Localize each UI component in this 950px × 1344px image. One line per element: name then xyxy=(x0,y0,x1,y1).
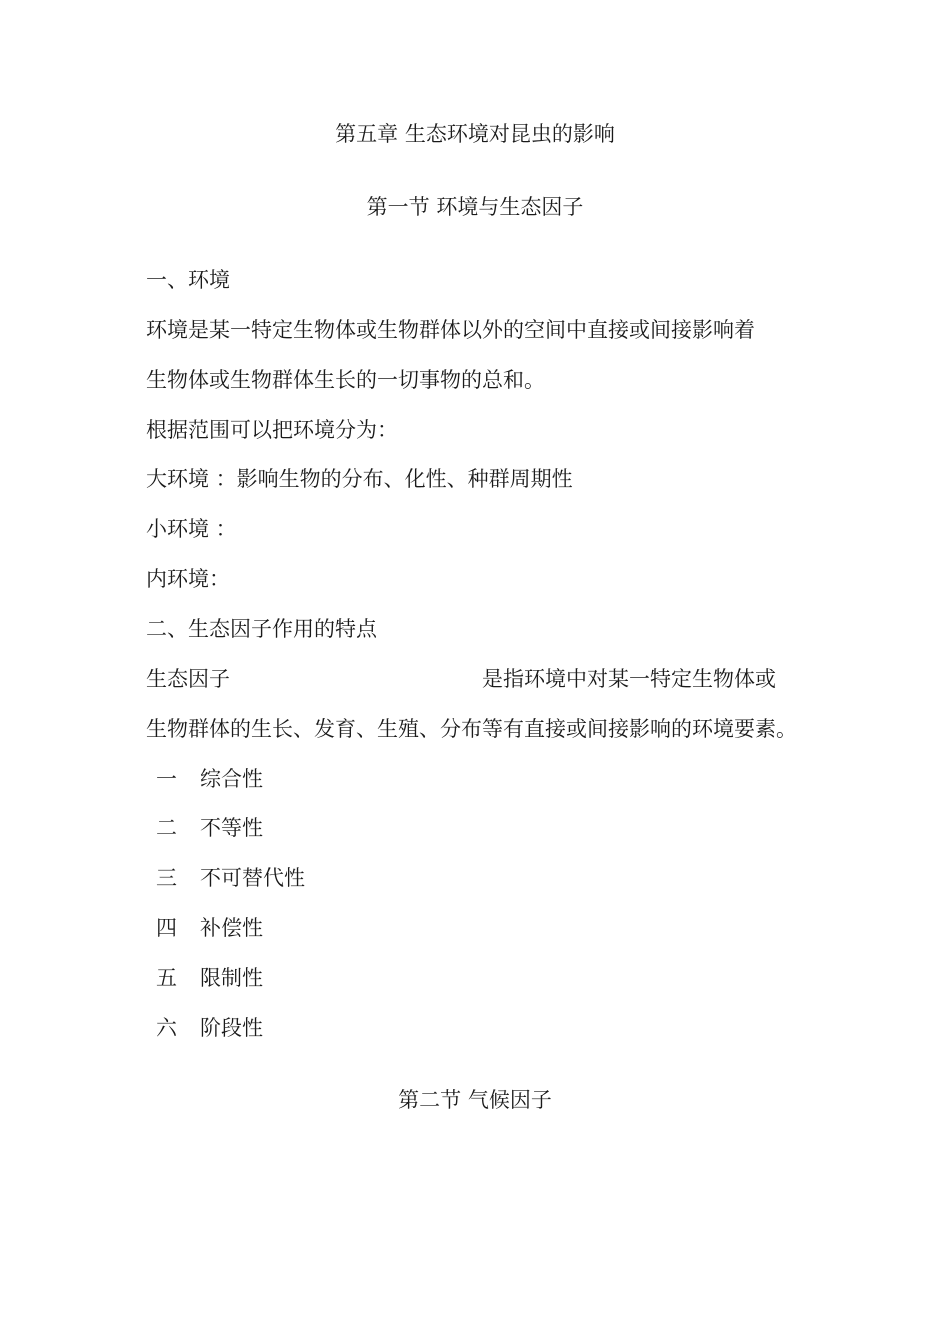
feature-number: 二 xyxy=(156,816,177,840)
chapter-title: 第五章 生态环境对昆虫的影响 xyxy=(335,122,615,146)
feature-item xyxy=(156,1014,263,1042)
feature-item xyxy=(156,765,263,793)
inner-environment: 内环境： xyxy=(146,567,230,591)
feature-label: 不等性 xyxy=(200,816,263,840)
classification-intro: 根据范围可以把环境分为： xyxy=(146,418,398,442)
feature-number: 五 xyxy=(156,966,177,990)
feature-label: 综合性 xyxy=(200,767,263,791)
feature-item xyxy=(156,814,263,842)
section-2-title: 第二节 气候因子 xyxy=(398,1088,552,1112)
feature-label: 不可替代性 xyxy=(200,866,305,890)
feature-label: 补偿性 xyxy=(200,916,263,940)
part-1-heading: 一、环境 xyxy=(146,268,230,292)
section-1-title: 第一节 环境与生态因子 xyxy=(366,195,584,219)
feature-label: 阶段性 xyxy=(200,1016,263,1040)
feature-number: 一 xyxy=(156,767,177,791)
environment-definition-line-1: 环境是某一特定生物体或生物群体以外的空间中直接或间接影响着 xyxy=(146,318,755,342)
ecological-factor-term: 生态因子 xyxy=(146,667,230,691)
micro-environment: 小环境 ： xyxy=(146,517,237,541)
ecological-factor-definition-tail: 是指环境中对某一特定生物体或 xyxy=(482,667,776,691)
feature-number: 六 xyxy=(156,1016,177,1040)
ecological-factor-definition-line-2: 生物群体的生长、发育、生殖、分布等有直接或间接影响的环境要素。 xyxy=(146,717,797,741)
feature-label: 限制性 xyxy=(200,966,263,990)
macro-environment: 大环境 ：影响生物的分布、化性、种群周期性 xyxy=(146,467,573,491)
part-2-heading: 二、生态因子作用的特点 xyxy=(146,617,377,641)
environment-definition-line-2: 生物体或生物群体生长的一切事物的总和。 xyxy=(146,368,545,392)
feature-number: 四 xyxy=(156,916,177,940)
feature-item xyxy=(156,914,263,942)
feature-item xyxy=(156,964,263,992)
feature-number: 三 xyxy=(156,866,177,890)
feature-item xyxy=(156,864,305,892)
